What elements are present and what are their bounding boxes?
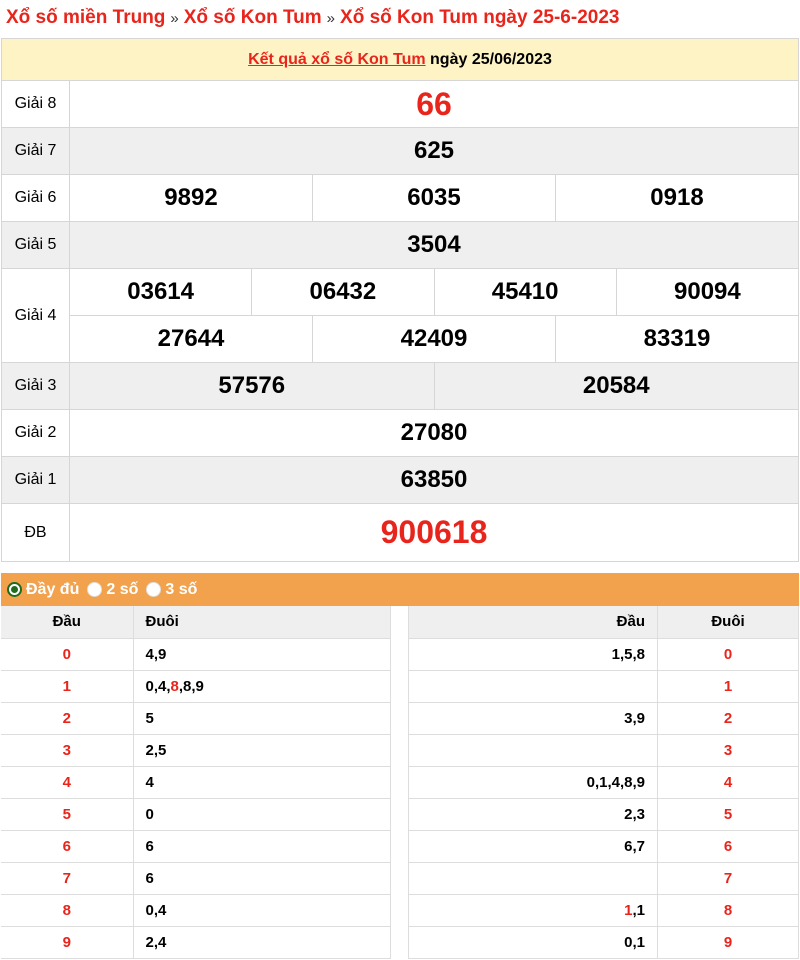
head-digit: 7 <box>1 862 133 894</box>
result-table <box>1 38 799 562</box>
tail-digit: 4 <box>658 766 799 798</box>
head-digit: 2 <box>1 702 133 734</box>
tail-digits: 4 <box>133 766 391 798</box>
tail-digit: 6 <box>658 830 799 862</box>
head-digits <box>409 734 658 766</box>
breadcrumb-link-kon-tum[interactable]: Xổ số Kon Tum <box>183 7 322 28</box>
tail-digits: 6 <box>133 862 391 894</box>
prize-label: Giải 4 <box>2 269 70 363</box>
tail-highlight: 8 <box>170 677 179 695</box>
head-digits: 3,9 <box>409 702 658 734</box>
head-digits <box>409 670 658 702</box>
tail-digits: 2,5 <box>133 734 391 766</box>
prize-row-2 <box>2 410 799 457</box>
prize-row-4b <box>2 316 799 363</box>
prize-row-8 <box>2 81 799 128</box>
head-digit: 0 <box>1 638 133 670</box>
head-digits <box>409 862 658 894</box>
table-row <box>409 862 799 894</box>
tail-digits: 6 <box>133 830 391 862</box>
breadcrumb-separator: » <box>326 10 336 27</box>
prize-number: 9892 <box>70 175 313 222</box>
table-row <box>409 734 799 766</box>
table-row <box>1 766 391 798</box>
table-row <box>1 798 391 830</box>
prize-row-4 <box>2 269 799 316</box>
tail-digits <box>133 670 391 702</box>
head-digit: 8 <box>1 894 133 926</box>
head-digits <box>409 894 658 926</box>
prize-label: ĐB <box>2 504 70 562</box>
head-digit: 4 <box>1 766 133 798</box>
table-row <box>1 670 391 702</box>
prize-label: Giải 7 <box>2 128 70 175</box>
head-digit: 6 <box>1 830 133 862</box>
prize-row-7 <box>2 128 799 175</box>
head-digits: 6,7 <box>409 830 658 862</box>
table-row <box>1 638 391 670</box>
tail-part: ,8,9 <box>178 677 204 695</box>
tail-digits: 0,4 <box>133 894 391 926</box>
tail-digits: 5 <box>133 702 391 734</box>
prize-number: 27644 <box>70 316 313 363</box>
prize-number: 625 <box>70 128 799 175</box>
table-row <box>1 734 391 766</box>
prize-number: 66 <box>70 81 799 128</box>
tail-digit: 7 <box>658 862 799 894</box>
breadcrumb-current-page[interactable]: Xổ số Kon Tum ngày 25-6-2023 <box>340 7 620 28</box>
option-full[interactable] <box>7 581 79 599</box>
prize-label: Giải 1 <box>2 457 70 504</box>
column-header-head: Đầu <box>409 606 658 638</box>
head-digit: 5 <box>1 798 133 830</box>
option-2-digits[interactable] <box>87 581 138 599</box>
result-title-link[interactable]: Kết quả xổ số Kon Tum <box>248 50 426 68</box>
option-label: Đầy đủ <box>26 580 80 598</box>
tail-part: 0,4, <box>145 677 171 695</box>
head-digit: 1 <box>1 670 133 702</box>
prize-row-special <box>2 504 799 562</box>
prize-number: 45410 <box>434 269 616 316</box>
prize-label: Giải 8 <box>2 81 70 128</box>
head-part: ,1 <box>632 901 645 919</box>
column-header-tail: Đuôi <box>133 606 391 638</box>
prize-number: 06432 <box>252 269 434 316</box>
prize-number: 27080 <box>70 410 799 457</box>
result-title <box>2 39 799 81</box>
tail-digits: 2,4 <box>133 926 391 958</box>
prize-row-5 <box>2 222 799 269</box>
table-row <box>409 798 799 830</box>
breadcrumb-separator: » <box>170 10 179 27</box>
table-row <box>1 830 391 862</box>
result-title-date: ngày 25/06/2023 <box>430 50 552 68</box>
head-digit: 3 <box>1 734 133 766</box>
breadcrumb <box>6 7 619 31</box>
tail-digit: 3 <box>658 734 799 766</box>
option-label: 2 số <box>106 580 139 598</box>
tail-digit: 5 <box>658 798 799 830</box>
option-label: 3 số <box>165 580 198 598</box>
tail-digit: 2 <box>658 702 799 734</box>
prize-number: 03614 <box>70 269 252 316</box>
option-3-digits[interactable] <box>146 581 197 599</box>
prize-number: 90094 <box>616 269 798 316</box>
prize-row-6 <box>2 175 799 222</box>
table-row <box>1 894 391 926</box>
tail-digit: 8 <box>658 894 799 926</box>
table-row <box>409 702 799 734</box>
loto-head-table <box>1 606 391 959</box>
loto-tail-table <box>408 606 799 959</box>
prize-number: 0918 <box>556 175 799 222</box>
head-digits: 0,1 <box>409 926 658 958</box>
radio-icon[interactable] <box>87 582 102 597</box>
table-row <box>1 926 391 958</box>
head-digits: 2,3 <box>409 798 658 830</box>
tail-digit: 9 <box>658 926 799 958</box>
prize-number: 20584 <box>434 363 799 410</box>
prize-label: Giải 5 <box>2 222 70 269</box>
table-row <box>409 830 799 862</box>
column-header-head: Đầu <box>1 606 133 638</box>
prize-number: 42409 <box>313 316 556 363</box>
prize-number: 63850 <box>70 457 799 504</box>
table-row <box>1 702 391 734</box>
radio-icon[interactable] <box>146 582 161 597</box>
tail-digit: 1 <box>658 670 799 702</box>
table-row <box>409 926 799 958</box>
head-digit: 9 <box>1 926 133 958</box>
radio-checked-icon[interactable] <box>7 582 22 597</box>
prize-label: Giải 6 <box>2 175 70 222</box>
table-row <box>409 638 799 670</box>
prize-number: 83319 <box>556 316 799 363</box>
table-row <box>1 862 391 894</box>
prize-row-1 <box>2 457 799 504</box>
head-digits: 1,5,8 <box>409 638 658 670</box>
prize-number: 3504 <box>70 222 799 269</box>
table-row <box>409 670 799 702</box>
table-row <box>409 894 799 926</box>
head-highlight: 1 <box>624 901 633 919</box>
prize-row-3 <box>2 363 799 410</box>
prize-number: 57576 <box>70 363 435 410</box>
table-row <box>409 766 799 798</box>
tail-digit: 0 <box>658 638 799 670</box>
prize-number: 6035 <box>313 175 556 222</box>
prize-label: Giải 2 <box>2 410 70 457</box>
special-prize-number: 900618 <box>70 504 799 562</box>
tail-digits: 0 <box>133 798 391 830</box>
column-header-tail: Đuôi <box>658 606 799 638</box>
prize-label: Giải 3 <box>2 363 70 410</box>
head-digits: 0,1,4,8,9 <box>409 766 658 798</box>
tail-digits: 4,9 <box>133 638 391 670</box>
display-mode-toolbar <box>1 573 799 606</box>
breadcrumb-link-mien-trung[interactable]: Xổ số miền Trung <box>6 7 166 28</box>
